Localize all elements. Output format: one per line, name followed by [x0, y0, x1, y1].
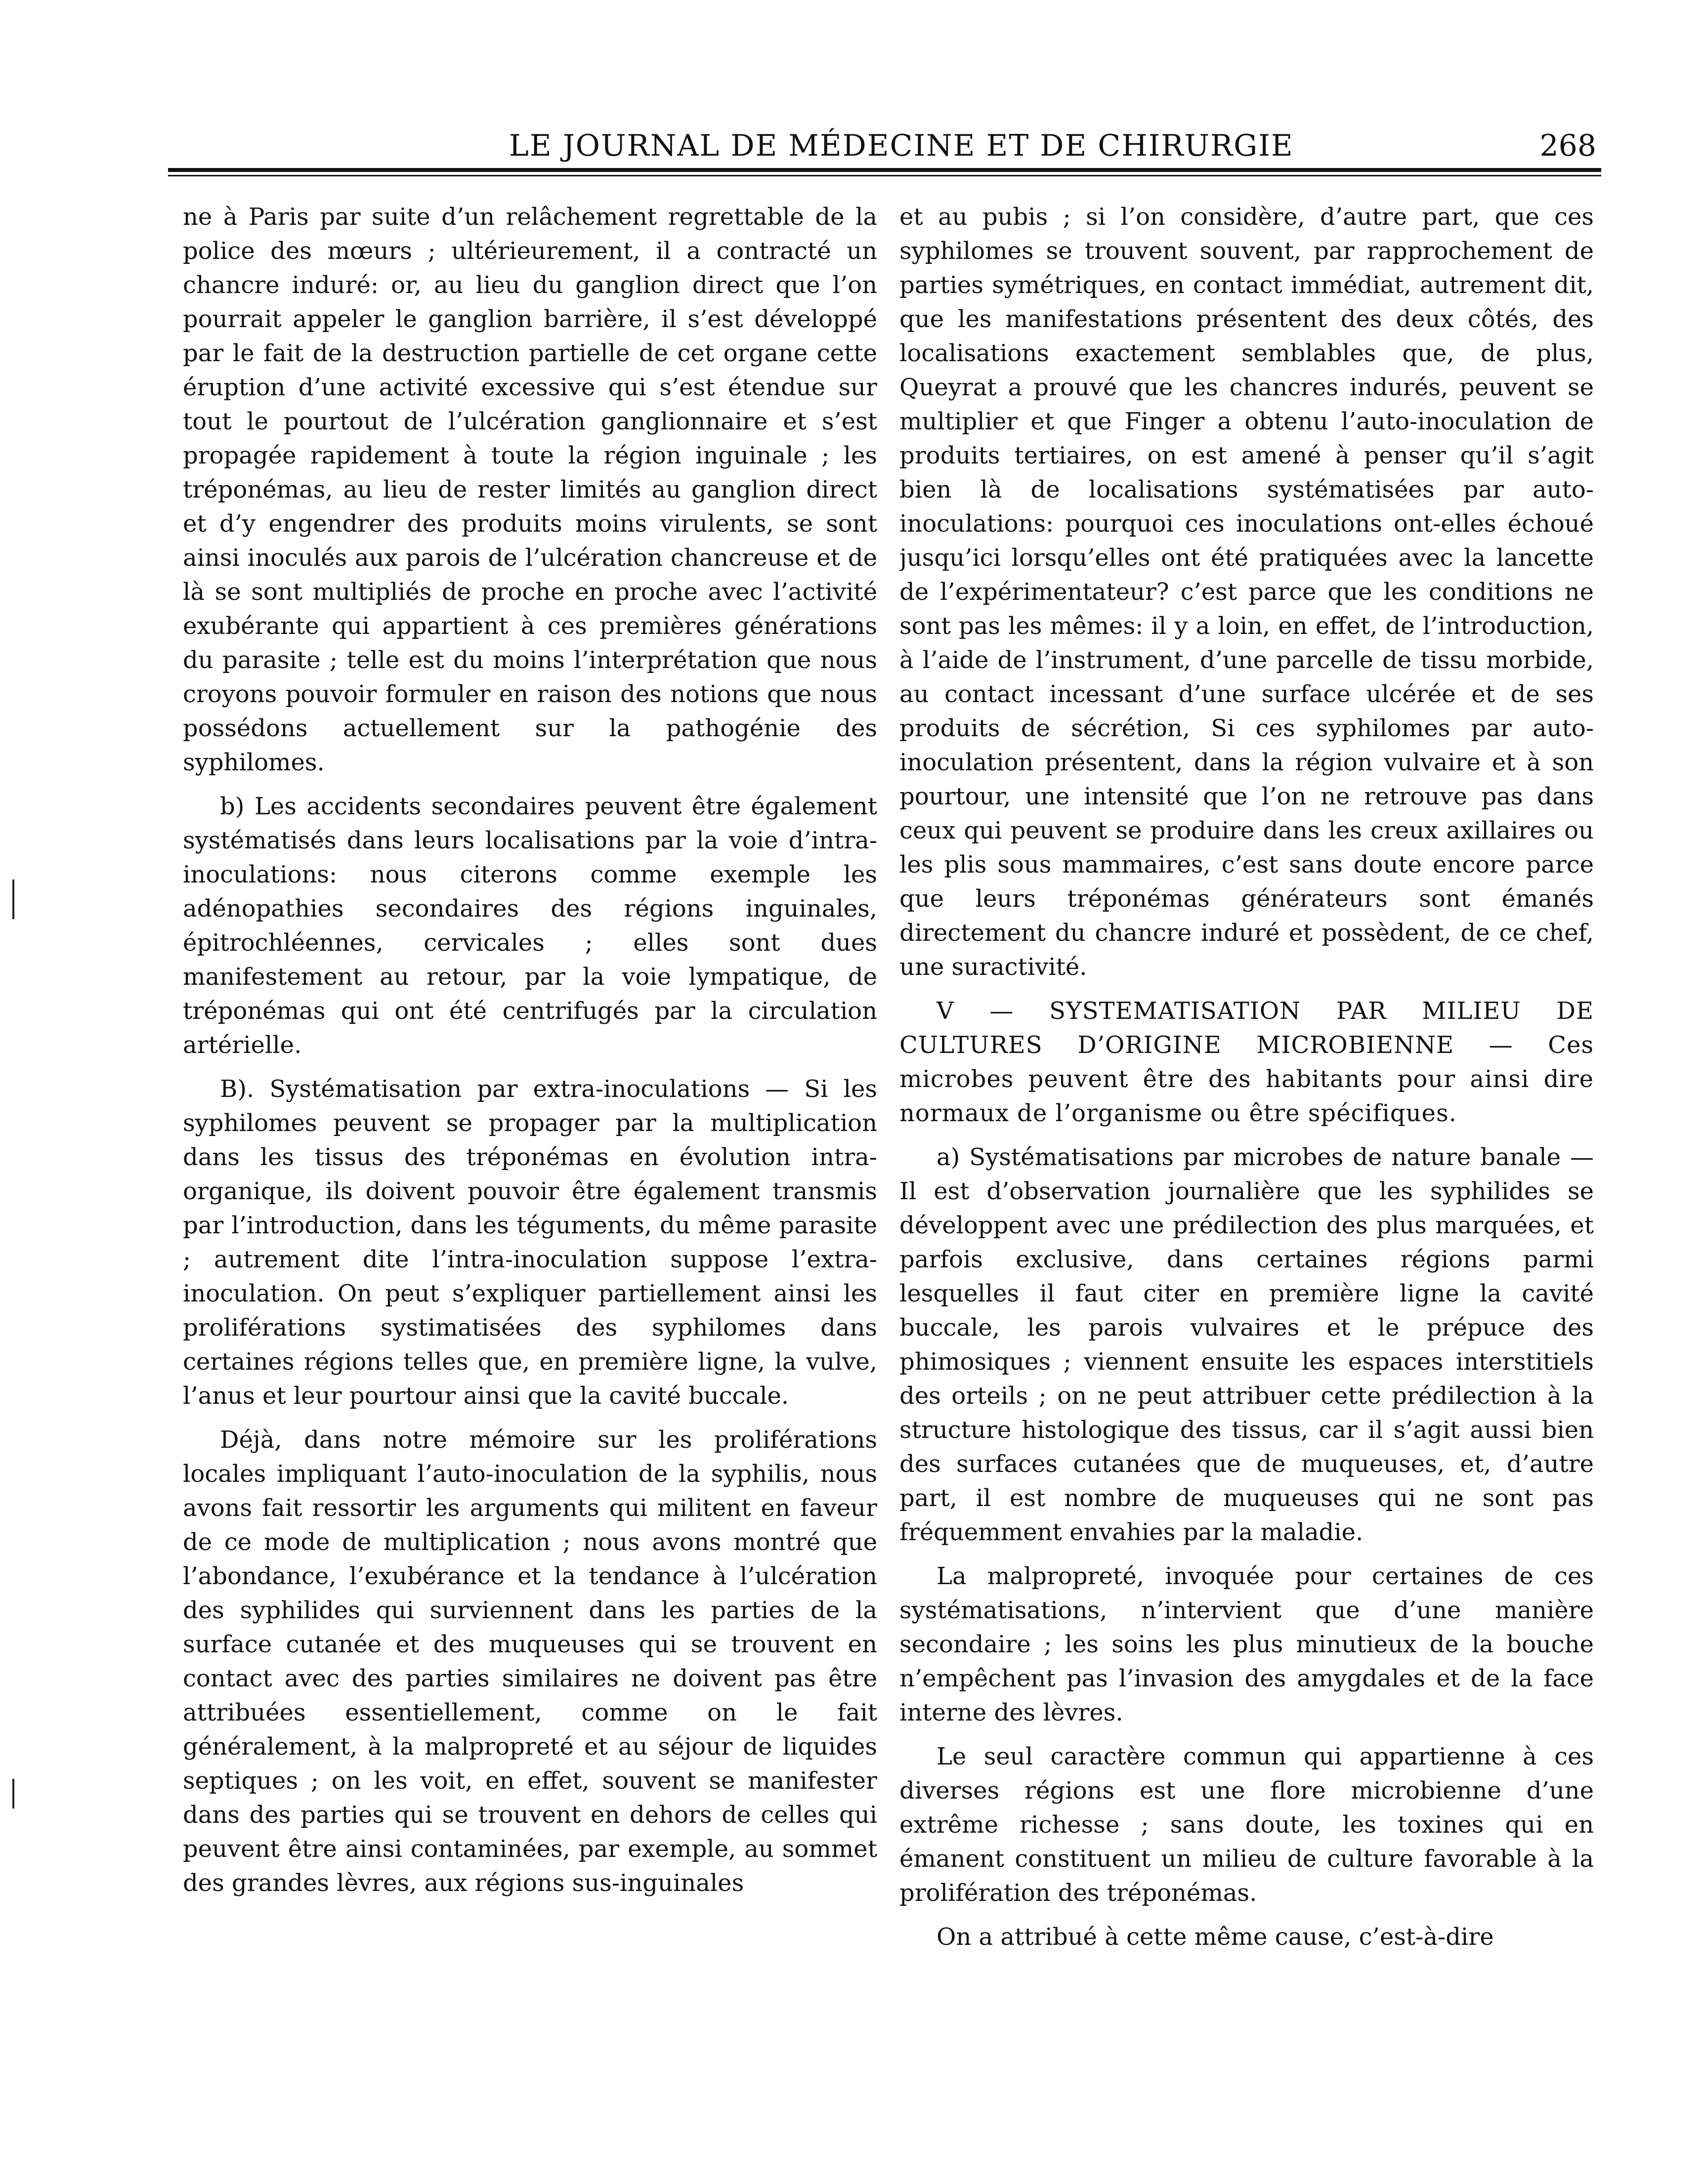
- right-column: [899, 200, 1594, 1959]
- paragraph: On a attribué à cette même cause, c’est-à-dire: [937, 1923, 1494, 1951]
- paragraph: et au pubis ; si l’on considère, d’autre part, que ces syphilomes se trouvent souvent, par rapprochement de parties symétriques, en contact immédiat, autrement dit, que les manifestations présentent des deux côtés, des localisations exactement semblables que, de plus, Queyrat a prouvé que les chancres indurés, peuvent se multiplier et que Finger a obtenu l’auto-inoculation de produits tertiaires, on est amené à penser qu’il s’agit bien là de localisations systématisées par auto-inoculations: pourquoi ces inoculations ont-elles échoué jusqu’ici lorsqu’elles ont été pratiquées avec la lancette de l’expérimentateur? c’est parce que les conditions ne sont pas les mêmes: il y a loin, en effet, de l’introduction, à l’aide de l’instrument, d’une parcelle de tissu morbide, au contact incessant d’une surface ulcérée et de ses produits de sécrétion, Si ces syphilomes par auto-inoculation présentent, dans la région vulvaire et à son pourtour, une intensité que l’on ne retrouve pas dans ceux qui peuvent se produire dans les creux axillaires ou les plis sous mammaires, c’est sans doute encore parce que leurs tréponémas générateurs sont émanés directement du chancre induré et possèdent, de ce chef, une suractivité.: [899, 203, 1594, 981]
- page-number: 268: [1539, 128, 1596, 163]
- header-rule-thick: [168, 168, 1601, 172]
- header-rule-thin: [168, 175, 1601, 176]
- paragraph: a) Systématisations par microbes de nature banale — Il est d’observation journalière que les syphilides se développent avec une prédilection des plus marquées, et parfois exclusive, dans certaines régions parmi lesquelles il faut citer en première ligne la cavité buccale, les parois vulvaires et le prépuce des phimosiques ; viennent ensuite les espaces interstitiels des orteils ; on ne peut attribuer cette prédilection à la structure histologique des tissus, car il s’agit aussi bien des surfaces cutanées que de muqueuses, et, d’autre part, il est nombre de muqueuses qui ne sont pas fréquemment envahies par la maladie.: [899, 1143, 1594, 1546]
- running-title: LE JOURNAL DE MÉDECINE ET DE CHIRURGIE: [509, 128, 1294, 163]
- paragraph: Déjà, dans notre mémoire sur les proliférations locales impliquant l’auto-inoculation de la syphilis, nous avons fait ressortir les arguments qui militent en faveur de ce mode de multiplication ; nous avons montré que l’abondance, l’exubérance et la tendance à l’ulcération des syphilides qui surviennent dans les parties de la surface cutanée et des muqueuses qui se trouvent en contact avec des parties similaires ne doivent pas être attribuées essentiellement, comme on le fait généralement, à la malpropreté et au séjour de liquides septiques ; on les voit, en effet, souvent se manifester dans des parties qui se trouvent en dehors de celles qui peuvent être ainsi contaminées, par exemple, au sommet des grandes lèvres, aux régions sus-inguinales: [183, 1426, 877, 1897]
- margin-mark: [12, 1779, 14, 1808]
- paragraph: B). Systématisation par extra-inoculations — Si les syphilomes peuvent se propager par la multiplication dans les tissus des tréponémas en évolution intra-organique, ils doivent pouvoir être également transmis par l’introduction, dans les téguments, du même parasite ; autrement dite l’intra-inoculation suppose l’extra-inoculation. On peut s’expliquer partiellement ainsi les proliférations systimatisées des syphilomes dans certaines régions telles que, en première ligne, la vulve, l’anus et leur pourtour ainsi que la cavité buccale.: [183, 1075, 877, 1410]
- paragraph: Le seul caractère commun qui appartienne à ces diverses régions est une flore microbienne d’une extrême richesse ; sans doute, les toxines qui en émanent constituent un milieu de culture favorable à la prolifération des tréponémas.: [899, 1743, 1594, 1907]
- section-heading: V — SYSTEMATISATION PAR MILIEU DE CULTURES D’ORIGINE MICROBIENNE — Ces microbes peuvent être des habitants pour ainsi dire normaux de l’organisme ou être spécifiques.: [899, 997, 1594, 1127]
- margin-mark: [12, 880, 14, 919]
- paragraph: b) Les accidents secondaires peuvent être également systématisés dans leurs localisations par la voie d’intra-inoculations: nous citerons comme exemple les adénopathies secondaires des régions inguinales, épitrochléennes, cervicales ; elles sont dues manifestement au retour, par la voie lympatique, de tréponémas qui ont été centrifugés par la circulation artérielle.: [183, 793, 877, 1059]
- paragraph: La malpropreté, invoquée pour certaines de ces systématisations, n’intervient que d’une manière secondaire ; les soins les plus minutieux de la bouche n’empêchent pas l’invasion des amygdales et de la face interne des lèvres.: [899, 1562, 1594, 1726]
- paragraph: ne à Paris par suite d’un relâchement regrettable de la police des mœurs ; ultérieurement, il a contracté un chancre induré: or, au lieu du ganglion direct que l’on pourrait appeler le ganglion barrière, il s’est développé par le fait de la destruction partielle de cet organe cette éruption d’une activité excessive qui s’est étendue sur tout le pourtout de l’ulcération ganglionnaire et s’est propagée rapidement à toute la région inguinale ; les tréponémas, au lieu de rester limités au ganglion direct et d’y engendrer des produits moins virulents, se sont ainsi inoculés aux parois de l’ulcération chancreuse et de là se sont multipliés de proche en proche avec l’activité exubérante qui appartient à ces premières générations du parasite ; telle est du moins l’interprétation que nous croyons pouvoir formuler en raison des notions que nous possédons actuellement sur la pathogénie des syphilomes.: [183, 203, 877, 776]
- page-header: [168, 126, 1601, 170]
- left-column: [183, 200, 877, 1959]
